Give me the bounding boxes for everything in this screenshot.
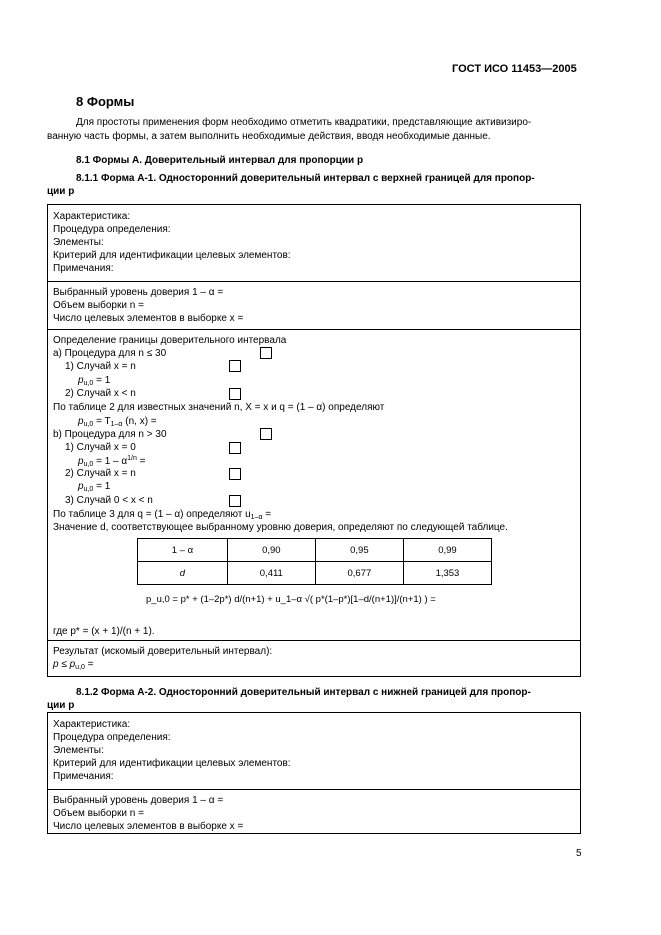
table-cell: 0,411	[227, 562, 315, 585]
form-a1-inputs-section	[48, 281, 580, 330]
form-a2-elements-label: Элементы:	[53, 745, 104, 756]
intro-line-2: ванную часть формы, а затем выполнить необходимые действия, вводя необходимые данные.	[47, 131, 491, 142]
table-cell: 0,677	[315, 562, 403, 585]
table3-instruction: По таблице 3 для q = (1 – α) определяют $u_{1-\alpha}$ =	[53, 509, 272, 521]
case-b2-label: 2) Случай x = n	[65, 468, 136, 479]
form-a2-inputs-section	[48, 789, 580, 835]
form-a2-sample-size-field[interactable]: Объем выборки n =	[53, 808, 144, 819]
calc-heading: Определение границы доверительного интервала	[53, 335, 287, 346]
form-a2-target-count-field[interactable]: Число целевых элементов в выборке x =	[53, 821, 244, 832]
standard-header: ГОСТ ИСО 11453—2005	[452, 63, 577, 75]
form-a2-title-line-1: 8.1.2 Форма А-2. Односторонний доверительный интервал с нижней границей для пропор-	[76, 687, 531, 698]
table-cell: 1 – α	[138, 539, 228, 562]
table-cell: d	[138, 562, 228, 585]
d-value-table	[137, 538, 492, 585]
table-row	[138, 562, 492, 585]
form-a1-confidence-field[interactable]: Выбранный уровень доверия 1 – α =	[53, 287, 224, 298]
case-a1-checkbox[interactable]	[229, 360, 241, 372]
form-a1-procedure-label: Процедура определения:	[53, 224, 171, 235]
d-value-instruction: Значение d, соответствующее выбранному уровню доверия, определяют по следующей таблице.	[53, 522, 508, 533]
case-b2-result: $p_{u,0} = 1$	[78, 481, 111, 493]
section-title: 8 Формы	[76, 94, 135, 109]
form-a1	[47, 204, 581, 677]
form-a1-elements-label: Элементы:	[53, 237, 104, 248]
subsection-8-1-title: 8.1 Формы А. Доверительный интервал для пропорции p	[76, 155, 364, 166]
form-a1-characteristic-label: Характеристика:	[53, 211, 131, 222]
procedure-b-checkbox[interactable]	[260, 428, 272, 440]
form-a1-title-line-1: 8.1.1 Форма А-1. Односторонний доверительный интервал с верхней границей для пропор-	[76, 173, 535, 184]
form-a1-calc-section	[48, 329, 580, 641]
table-cell: 0,90	[227, 539, 315, 562]
case-a1-label: 1) Случай x = n	[65, 361, 136, 372]
case-b1-result: $p_{u,0} = 1 - \alpha^{1/n}$ =	[78, 455, 146, 468]
case-b3-label: 3) Случай 0 < x < n	[65, 495, 153, 506]
case-a2-label: 2) Случай x < n	[65, 388, 136, 399]
form-a1-result-section	[48, 640, 580, 678]
table-row	[138, 539, 492, 562]
table-cell: 1,353	[403, 562, 491, 585]
procedure-b-label: b) Процедура для n > 30	[53, 429, 167, 440]
table2-instruction: По таблице 2 для известных значений n, X = x и q = (1 – α) определяют	[53, 402, 385, 413]
intro-line-1: Для простоты применения форм необходимо отметить квадратики, представляющие активизиро-	[76, 117, 532, 128]
case-a2-checkbox[interactable]	[229, 388, 241, 400]
form-a2-criterion-label: Критерий для идентификации целевых элементов:	[53, 758, 291, 769]
case-b1-label: 1) Случай x = 0	[65, 442, 136, 453]
page-number: 5	[576, 848, 582, 859]
form-a2-procedure-label: Процедура определения:	[53, 732, 171, 743]
upper-bound-formula: p_u,0 = p* + (1–2p*) d/(n+1) + u_1–α √( p*(1–p*)[1–d/(n+1)]/(n+1) ) =	[146, 594, 436, 605]
case-b1-checkbox[interactable]	[229, 442, 241, 454]
form-a1-criterion-label: Критерий для идентификации целевых элементов:	[53, 250, 291, 261]
form-a2-confidence-field[interactable]: Выбранный уровень доверия 1 – α =	[53, 795, 224, 806]
case-a1-result: $p_{u,0} = 1$	[78, 375, 111, 387]
table-cell: 0,95	[315, 539, 403, 562]
table-cell: 0,99	[403, 539, 491, 562]
p-star-definition: где p* = (x + 1)/(n + 1).	[53, 626, 155, 637]
form-a2-notes-label: Примечания:	[53, 771, 114, 782]
procedure-a-label: a) Процедура для n ≤ 30	[53, 348, 167, 359]
form-a2-characteristic-label: Характеристика:	[53, 719, 131, 730]
form-a1-sample-size-field[interactable]: Объем выборки n =	[53, 300, 144, 311]
form-a1-target-count-field[interactable]: Число целевых элементов в выборке x =	[53, 313, 244, 324]
case-b3-checkbox[interactable]	[229, 495, 241, 507]
form-a1-title-line-2: ции p	[47, 186, 75, 197]
case-b2-checkbox[interactable]	[229, 468, 241, 480]
procedure-a-checkbox[interactable]	[260, 347, 272, 359]
case-a2-result: $p_{u,0} = T_{1-\alpha}$ (n, x) =	[78, 416, 157, 428]
result-value[interactable]: $p \le p_{u,0}$ =	[53, 659, 94, 671]
form-a2-title-line-2: ции p	[47, 700, 75, 711]
form-a2	[47, 712, 581, 834]
result-label: Результат (искомый доверительный интервал):	[53, 646, 273, 657]
form-a1-notes-label: Примечания:	[53, 263, 114, 274]
